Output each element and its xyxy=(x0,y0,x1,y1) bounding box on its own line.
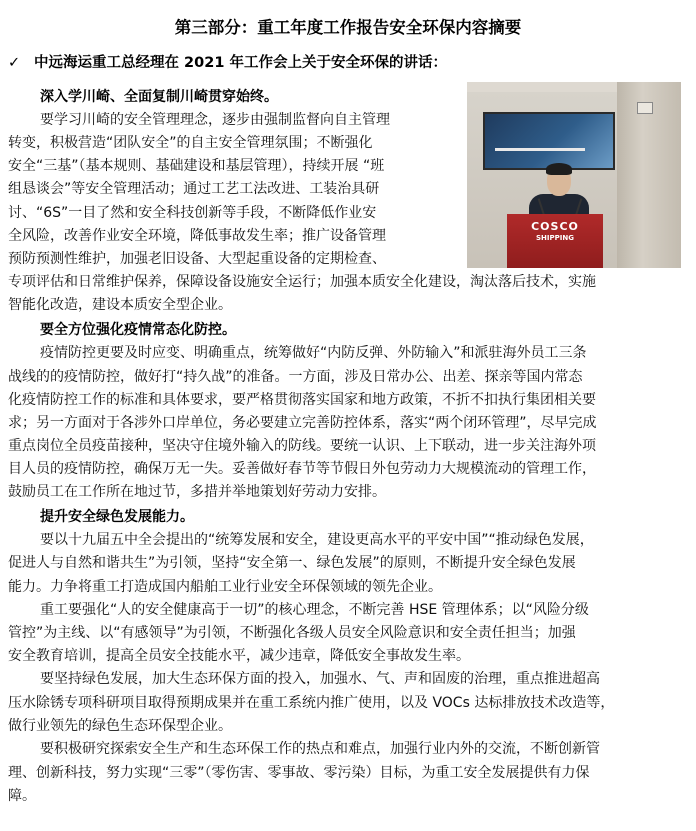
section-subheading xyxy=(8,51,688,72)
paragraph-line: 重点岗位全员疫苗接种，坚决守住境外输入的防线。要统一认识、上下联动，进一步关注海外项 xyxy=(8,438,596,454)
photo-speaker-hair xyxy=(546,163,572,175)
paragraph-line: 讨、“6S”一目了然和安全科技创新等手段，不断降低作业安 xyxy=(8,205,377,221)
paragraph-line: 预防预测性维护，加强老旧设备、大型起重设备的定期检查、 xyxy=(8,251,386,267)
paragraph-line: 要积极研究探索安全生产和生态环保工作的热点和难点，加强行业内外的交流，不断创新管 xyxy=(40,741,600,757)
paragraph-line: 安全教育培训，提高全员安全技能水平，减少违章，降低安全事故发生率。 xyxy=(8,648,470,664)
subheading-text: 中远海运重工总经理在 2021 年工作会上关于安全环保的讲话： xyxy=(34,55,447,71)
paragraph-line: 智能化改造，建设本质安全型企业。 xyxy=(8,297,232,313)
paragraph-line: 疫情防控更要及时应变、明确重点，统筹做好“内防反弹、外防输入”和派驻海外员工三条 xyxy=(40,345,587,361)
paragraph-line: 战线的的疫情防控，做好打“持久战”的准备。一方面，涉及日常办公、出差、探亲等国内常态 xyxy=(8,369,583,385)
photo-screen xyxy=(483,112,615,170)
paragraph-line: 转变，积极营造“团队安全”的自主安全管理氛围；不断强化 xyxy=(8,135,373,151)
paragraph-line: 组恳谈会”等安全管理活动；通过工艺工法改进、工装治具研 xyxy=(8,181,380,197)
paragraph-line: 化疫情防控工作的标准和具体要求，要严格贯彻落实国家和地方政策，不折不扣执行集团相关要 xyxy=(8,392,596,408)
check-mark-icon: ✓ xyxy=(8,55,21,71)
paragraph-line: 全风险，改善作业安全环境，降低事故发生率；推广设备管理 xyxy=(8,228,386,244)
speaker-photo xyxy=(467,82,681,268)
paragraph-line: 鼓励员工在工作所在地过节，多措并举地策划好劳动力安排。 xyxy=(8,484,386,500)
paragraph-line: 重工要强化“人的安全健康高于一切”的核心理念，不断完善 HSE 管理体系；以“风险分级 xyxy=(40,602,589,618)
paragraph-line: 要坚持绿色发展，加大生态环保方面的投入，加强水、气、声和固废的治理，重点推进超高 xyxy=(40,671,600,687)
paragraph-line: 压水除锈专项科研项目取得预期成果并在重工系统内推广使用，以及 VOCs 达标排放技术改造等， xyxy=(8,695,615,711)
heading-epidemic-control: 要全方位强化疫情常态化防控。 xyxy=(40,322,236,338)
paragraph-line: 障。 xyxy=(8,788,36,804)
heading-learn-kawasaki: 深入学川崎、全面复制川崎贯穿始终。 xyxy=(40,89,278,105)
page-title: 第三部分：重工年度工作报告安全环保内容摘要 xyxy=(174,18,522,37)
paragraph-line: 促进人与自然和谐共生”为引领，坚持“安全第一、绿色发展”的原则，不断提升安全绿色发展 xyxy=(8,555,576,571)
paragraph-line: 管控”为主线、以“有感领导”为引领，不断强化各级人员安全风险意识和安全责任担当；加强 xyxy=(8,625,576,641)
paragraph-line: 要学习川崎的安全管理理念，逐步由强制监督向自主管理 xyxy=(40,112,390,128)
podium-logo-text: COSCO xyxy=(531,220,579,233)
paragraph-line: 要以十九届五中全会提出的“统筹发展和安全，建设更高水平的平安中国”“推动绿色发展， xyxy=(40,532,594,548)
paragraph-line: 专项评估和日常维护保养，保障设备设施安全运行；加强本质安全化建设，淘汰落后技术，实施 xyxy=(8,274,596,290)
paragraph-line: 能力。力争将重工打造成国内船舶工业行业安全环保领域的领先企业。 xyxy=(8,579,442,595)
paragraph-line: 做行业领先的绿色生态环保型企业。 xyxy=(8,718,232,734)
podium-logo-subtext: SHIPPING xyxy=(536,234,574,242)
paragraph-line: 安全“三基”（基本规则、基础建设和基层管理），持续开展 “班 xyxy=(8,158,385,174)
paragraph-line: 理、创新科技，努力实现“三零”（零伤害、零事故、零污染）目标，为重工安全发展提供有力保 xyxy=(8,765,590,781)
heading-green-development: 提升安全绿色发展能力。 xyxy=(40,509,194,525)
paragraph-line: 求；另一方面对于各涉外口岸单位，务必要建立完善防控体系，落实“两个闭环管理”，尽早完成 xyxy=(8,415,597,431)
paragraph-line: 目人员的疫情防控，确保万无一失。妥善做好春节等节假日外包劳动力大规模流动的管理工作， xyxy=(8,461,596,477)
